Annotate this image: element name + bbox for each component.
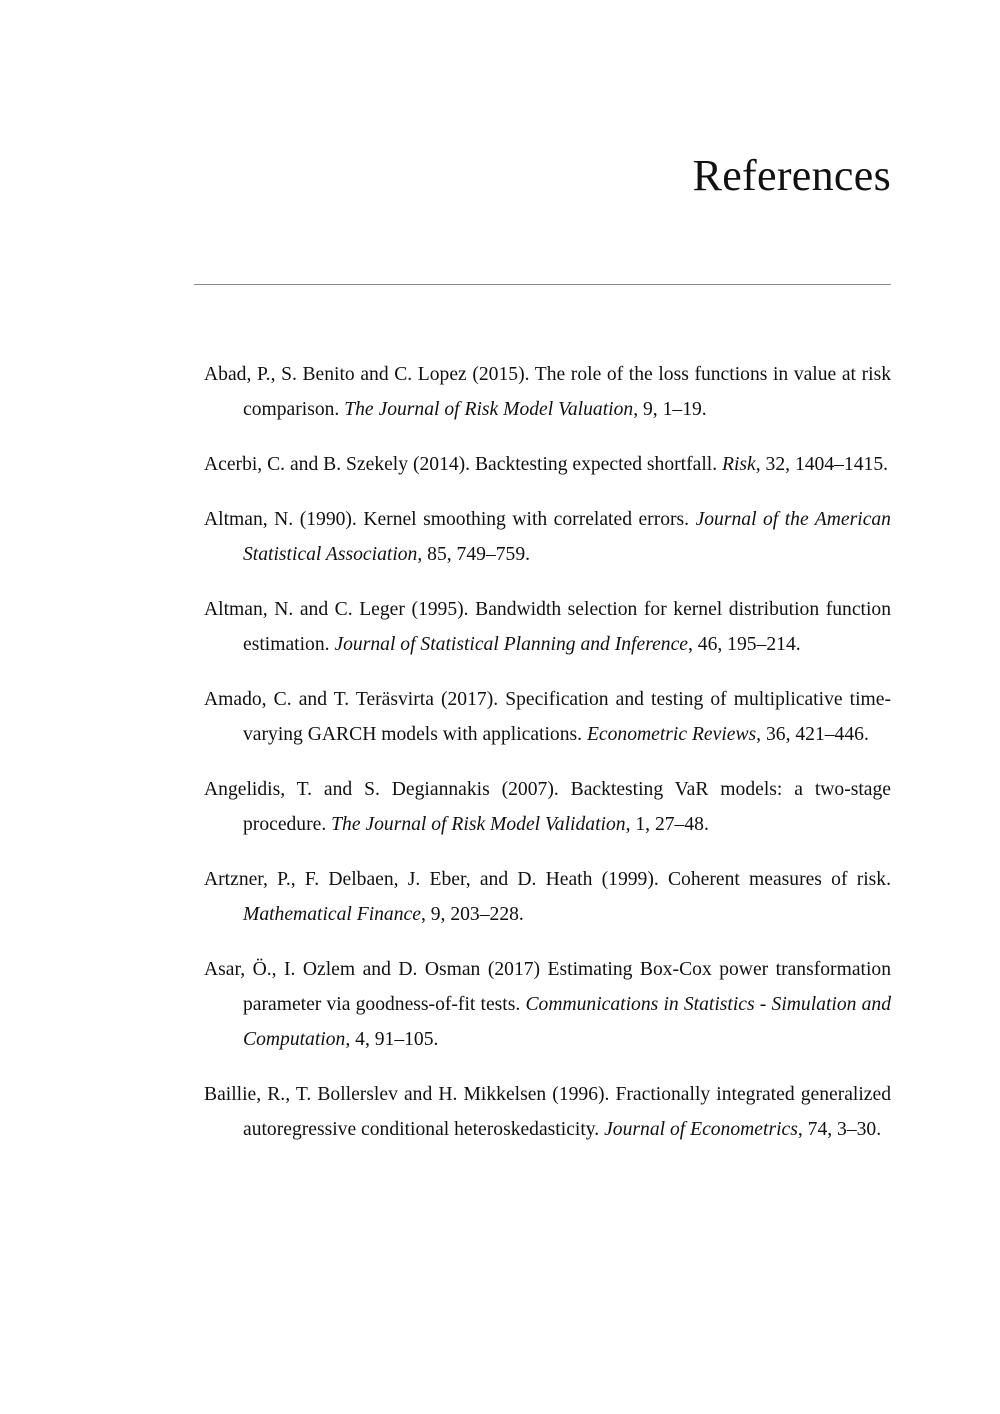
reference-volume-pages: , 1, 27–48. [625, 814, 709, 835]
reference-list [204, 357, 891, 1167]
reference-entry [204, 952, 891, 1057]
reference-entry [204, 772, 891, 842]
reference-entry [204, 682, 891, 752]
reference-volume-pages: , 9, 203–228. [420, 904, 524, 925]
title-divider [194, 284, 891, 285]
reference-volume-pages: , 4, 91–105. [345, 1029, 439, 1050]
reference-authors-title: Altman, N. (1990). Kernel smoothing with correlated errors. [204, 509, 696, 530]
reference-journal: The Journal of Risk Model Valuation [344, 399, 634, 420]
reference-volume-pages: , 9, 1–19. [633, 399, 707, 420]
reference-journal: Journal of Statistical Planning and Inference [334, 634, 688, 655]
reference-entry [204, 447, 891, 482]
reference-authors-title: Acerbi, C. and B. Szekely (2014). Backtesting expected shortfall. [204, 454, 723, 475]
reference-authors-title: Asar, Ö., I. Ozlem and D. Osman (2017) Estimating Box-Cox power transformation parameter via goodness-of-fit tests. [204, 959, 891, 1015]
reference-authors-title: Amado, C. and T. Teräsvirta (2017). Specification and testing of multiplicative time-varying GARCH models with applications. [204, 689, 891, 745]
reference-entry [204, 592, 891, 662]
reference-journal: Journal of the American Statistical Association [243, 509, 891, 565]
reference-journal: Journal of Econometrics [604, 1119, 798, 1140]
reference-entry [204, 1077, 891, 1147]
reference-volume-pages: , 36, 421–446. [756, 724, 869, 745]
reference-volume-pages: , 32, 1404–1415. [755, 454, 889, 475]
reference-authors-title: Abad, P., S. Benito and C. Lopez (2015). The role of the loss functions in value at risk comparison. [204, 364, 891, 420]
chapter-title: References [692, 151, 891, 200]
reference-journal: Econometric Reviews [586, 724, 757, 745]
reference-volume-pages: , 74, 3–30. [797, 1119, 882, 1140]
reference-journal: Mathematical Finance [243, 904, 421, 925]
reference-authors-title: Artzner, P., F. Delbaen, J. Eber, and D. Heath (1999). Coherent measures of risk. [204, 869, 891, 890]
reference-journal: The Journal of Risk Model Validation [331, 814, 626, 835]
reference-journal: Communications in Statistics - Simulation and Computation [243, 994, 892, 1050]
reference-volume-pages: , 85, 749–759. [417, 544, 531, 565]
reference-authors-title: Baillie, R., T. Bollerslev and H. Mikkelsen (1996). Fractionally integrated generalized autoregressive conditional heteroskedasticity. [204, 1084, 891, 1140]
reference-authors-title: Altman, N. and C. Leger (1995). Bandwidth selection for kernel distribution function estimation. [204, 599, 891, 655]
reference-volume-pages: , 46, 195–214. [687, 634, 801, 655]
reference-authors-title: Angelidis, T. and S. Degiannakis (2007). Backtesting VaR models: a two-stage procedure. [204, 779, 891, 835]
reference-journal: Risk [722, 454, 756, 475]
reference-entry [204, 862, 891, 932]
reference-entry [204, 357, 891, 427]
reference-entry [204, 502, 891, 572]
